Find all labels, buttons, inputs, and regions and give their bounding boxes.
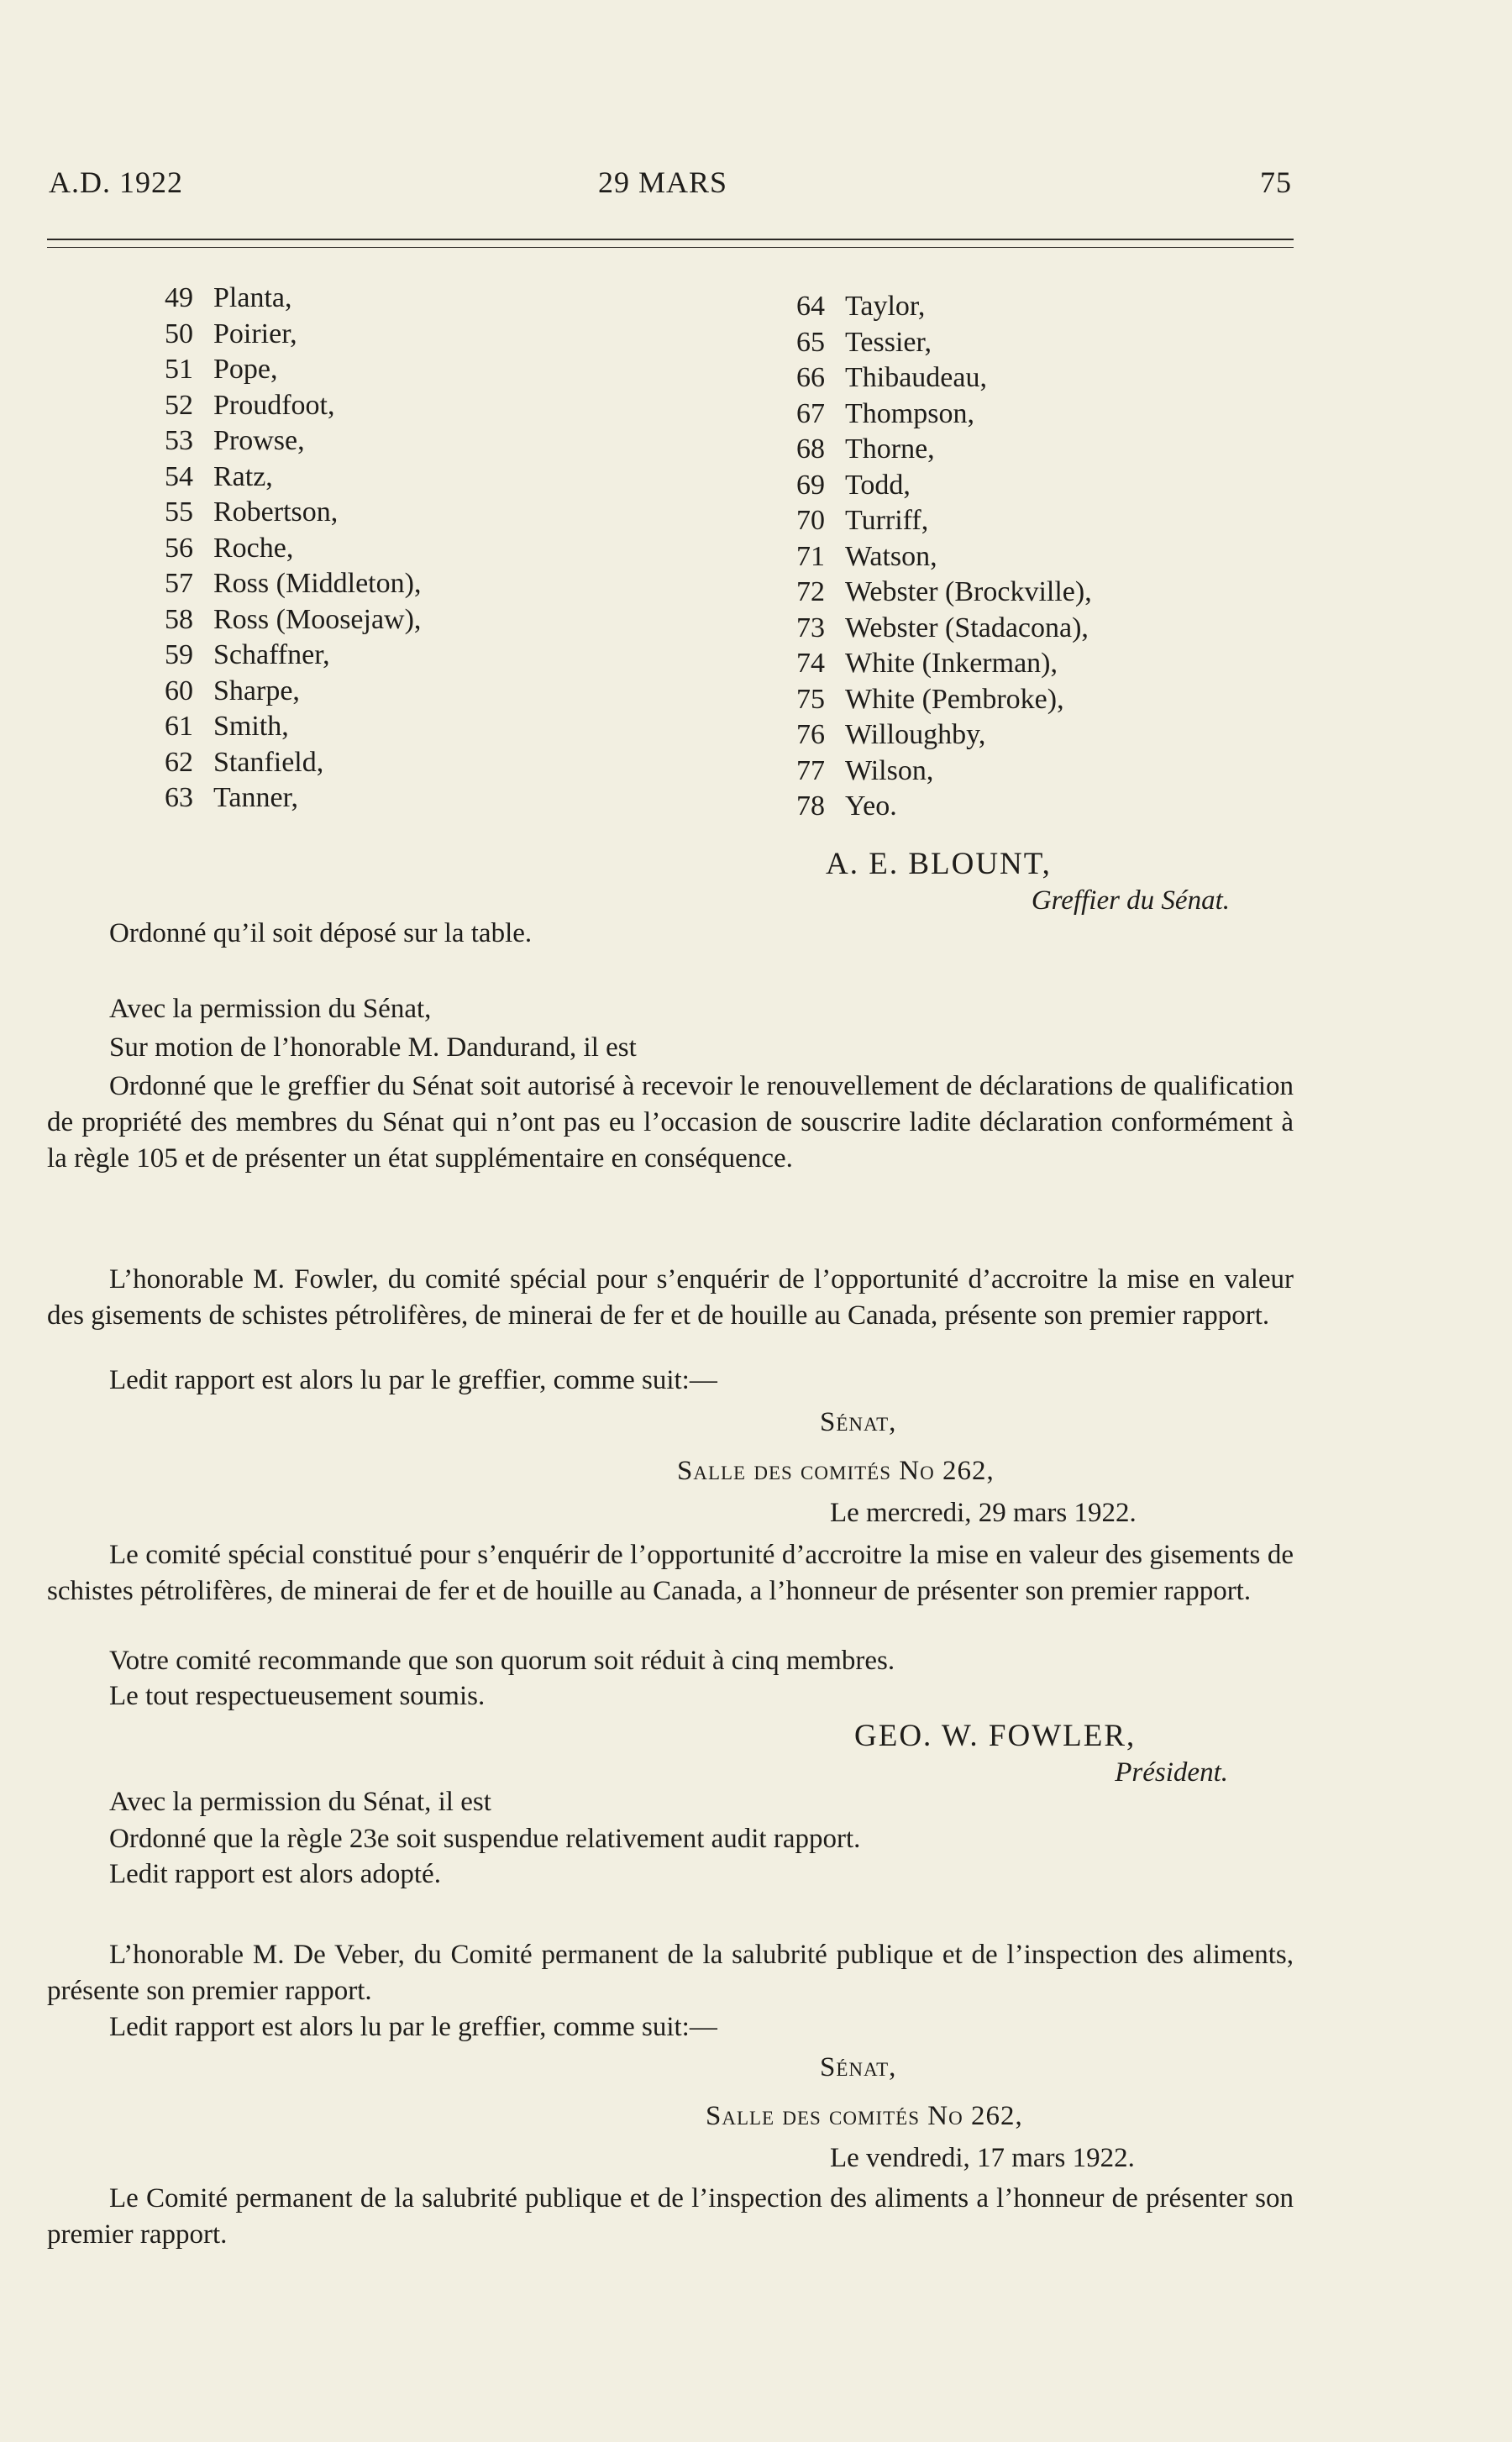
- sec2-senat: Sénat,: [820, 1407, 897, 1437]
- sec1-permission: Avec la permission du Sénat,: [109, 994, 432, 1024]
- senator-entry: [165, 281, 421, 317]
- senator-name: Poirier,: [213, 318, 297, 349]
- senator-entry: [796, 717, 1092, 754]
- senator-name: Ross (Moosejaw),: [213, 603, 422, 635]
- senator-entry: [165, 566, 421, 602]
- senator-number: 75: [796, 683, 825, 715]
- senator-entry: [165, 388, 421, 424]
- sec3-read: Ledit rapport est alors lu par le greffier, comme suit:—: [109, 2012, 717, 2042]
- senator-name: White (Inkerman),: [845, 648, 1058, 679]
- sec2-salle: Salle des comités No 262,: [677, 1456, 995, 1486]
- senator-number: 69: [796, 469, 825, 501]
- senator-entry: [796, 575, 1092, 611]
- senator-number: 50: [165, 318, 193, 349]
- senator-name: Planta,: [213, 282, 292, 313]
- senator-number: 76: [796, 719, 825, 750]
- senator-number: 77: [796, 754, 825, 786]
- sec2-read: Ledit rapport est alors lu par le greffier, comme suit:—: [109, 1365, 717, 1395]
- names-list-right: [796, 289, 1092, 825]
- senator-entry: [796, 611, 1092, 647]
- senator-number: 53: [165, 425, 193, 456]
- senator-number: 66: [796, 362, 825, 393]
- sec2-ordonne: Ordonné que la règle 23e soit suspendue relativement audit rapport.: [109, 1824, 861, 1854]
- senator-number: 63: [165, 782, 193, 813]
- senator-number: 70: [796, 505, 825, 536]
- senator-entry: [796, 503, 1092, 539]
- senator-name: Ross (Middleton),: [213, 568, 422, 599]
- sec1-motion: Sur motion de l’honorable M. Dandurand, il est: [109, 1032, 637, 1063]
- senator-name: Willoughby,: [845, 719, 986, 750]
- sec2-permission: Avec la permission du Sénat, il est: [109, 1787, 491, 1817]
- header-year: A.D. 1922: [49, 165, 183, 199]
- sec2-signature-title: Président.: [1115, 1757, 1228, 1788]
- senator-number: 60: [165, 675, 193, 706]
- senator-entry: [796, 646, 1092, 682]
- senator-entry: [796, 754, 1092, 790]
- senator-name: Tessier,: [845, 326, 932, 358]
- sec1-paragraph: Ordonné que le greffier du Sénat soit autorisé à recevoir le renouvellement de déclarations de qualification de propriété des membres du Sénat qui n’ont pas eu l’occasion de souscrire ladite déclaration conformément à la règle 105 et de présenter un état supplémentaire en conséquence.: [47, 1071, 1294, 1174]
- senator-name: Taylor,: [845, 291, 926, 322]
- senator-number: 62: [165, 746, 193, 778]
- sec2-adopte: Ledit rapport est alors adopté.: [109, 1859, 441, 1889]
- senator-name: Stanfield,: [213, 746, 324, 778]
- sec2-body: Le comité spécial constitué pour s’enquérir de l’opportunité d’accroitre la mise en valeur des gisements de schistes pétrolifères, de minerai de fer et de houille au Canada, a l’honneur de présenter son premier rapport.: [47, 1540, 1294, 1606]
- senator-number: 74: [796, 648, 825, 679]
- senator-number: 71: [796, 540, 825, 572]
- senator-name: Prowse,: [213, 425, 305, 456]
- senator-name: Smith,: [213, 711, 289, 742]
- header-rule: [47, 239, 1294, 240]
- ordonne-table: Ordonné qu’il soit déposé sur la table.: [109, 918, 533, 948]
- senator-entry: [165, 423, 421, 460]
- senator-name: Schaffner,: [213, 639, 330, 670]
- senator-entry: [796, 325, 1092, 361]
- senator-number: 54: [165, 460, 193, 492]
- senator-entry: [796, 468, 1092, 504]
- signature-name: A. E. BLOUNT,: [826, 847, 1052, 881]
- senator-name: Watson,: [845, 540, 937, 572]
- senator-name: Thibaudeau,: [845, 362, 987, 393]
- senator-entry: [165, 531, 421, 567]
- sec3-date: Le vendredi, 17 mars 1922.: [830, 2143, 1135, 2173]
- senator-name: Thompson,: [845, 397, 974, 429]
- names-list-left: [165, 281, 421, 817]
- senator-name: Tanner,: [213, 782, 299, 813]
- senator-entry: [165, 317, 421, 353]
- senator-name: Ratz,: [213, 460, 273, 492]
- senator-number: 78: [796, 790, 825, 822]
- sec2-signature-name: GEO. W. FOWLER,: [854, 1719, 1137, 1753]
- senator-entry: [165, 495, 421, 531]
- senator-name: Thorne,: [845, 433, 935, 465]
- senator-entry: [165, 745, 421, 781]
- senator-number: 72: [796, 576, 825, 607]
- sec2-tout: Le tout respectueusement soumis.: [109, 1681, 486, 1711]
- senator-number: 56: [165, 532, 193, 564]
- senator-name: Webster (Stadacona),: [845, 612, 1089, 643]
- sec2-paragraph: L’honorable M. Fowler, du comité spécial pour s’enquérir de l’opportunité d’accroitre la mise en valeur des gisements de schistes pétrolifères, de minerai de fer et de houille au Canada, présente son premier rapport.: [47, 1264, 1294, 1331]
- senator-name: Turriff,: [845, 505, 929, 536]
- senator-entry: [165, 352, 421, 388]
- senator-number: 59: [165, 639, 193, 670]
- senator-name: Roche,: [213, 532, 294, 564]
- sec3-body: Le Comité permanent de la salubrité publique et de l’inspection des aliments a l’honneur de présenter son premier rapport.: [47, 2183, 1294, 2250]
- senator-entry: [165, 638, 421, 674]
- senator-name: Proudfoot,: [213, 389, 335, 421]
- senator-entry: [165, 674, 421, 710]
- senator-entry: [796, 682, 1092, 718]
- senator-entry: [796, 396, 1092, 433]
- senator-entry: [796, 289, 1092, 325]
- senator-entry: [165, 780, 421, 817]
- senator-entry: [796, 432, 1092, 468]
- senator-number: 73: [796, 612, 825, 643]
- senator-number: 55: [165, 496, 193, 528]
- senator-number: 61: [165, 711, 193, 742]
- senator-name: Pope,: [213, 354, 278, 385]
- sec3-senat: Sénat,: [820, 2052, 897, 2082]
- senator-entry: [165, 602, 421, 638]
- senator-number: 67: [796, 397, 825, 429]
- sec2-recommend: Votre comité recommande que son quorum soit réduit à cinq membres.: [109, 1646, 895, 1676]
- signature-title: Greffier du Sénat.: [1031, 885, 1230, 916]
- page-number: 75: [1260, 165, 1292, 199]
- senator-entry: [165, 460, 421, 496]
- senator-name: Wilson,: [845, 754, 934, 786]
- senator-name: Yeo.: [845, 790, 897, 822]
- senator-name: Sharpe,: [213, 675, 300, 706]
- senator-entry: [796, 789, 1092, 825]
- sec2-date: Le mercredi, 29 mars 1922.: [830, 1498, 1137, 1528]
- senator-name: Webster (Brockville),: [845, 576, 1092, 607]
- senator-number: 64: [796, 291, 825, 322]
- senator-entry: [165, 709, 421, 745]
- senator-number: 65: [796, 326, 825, 358]
- senator-entry: [796, 360, 1092, 396]
- header-rule-thin: [47, 247, 1294, 248]
- senator-number: 68: [796, 433, 825, 465]
- senator-name: Todd,: [845, 469, 911, 501]
- senator-number: 49: [165, 282, 193, 313]
- senator-entry: [796, 539, 1092, 575]
- senator-number: 58: [165, 603, 193, 635]
- header-date: 29 MARS: [598, 165, 728, 199]
- senator-name: Robertson,: [213, 496, 339, 528]
- senator-number: 51: [165, 354, 193, 385]
- sec3-paragraph: L’honorable M. De Veber, du Comité permanent de la salubrité publique et de l’inspection des aliments, présente son premier rapport.: [47, 1940, 1294, 2006]
- senator-number: 52: [165, 389, 193, 421]
- senator-name: White (Pembroke),: [845, 683, 1064, 715]
- sec3-salle: Salle des comités No 262,: [706, 2101, 1023, 2131]
- senator-number: 57: [165, 568, 193, 599]
